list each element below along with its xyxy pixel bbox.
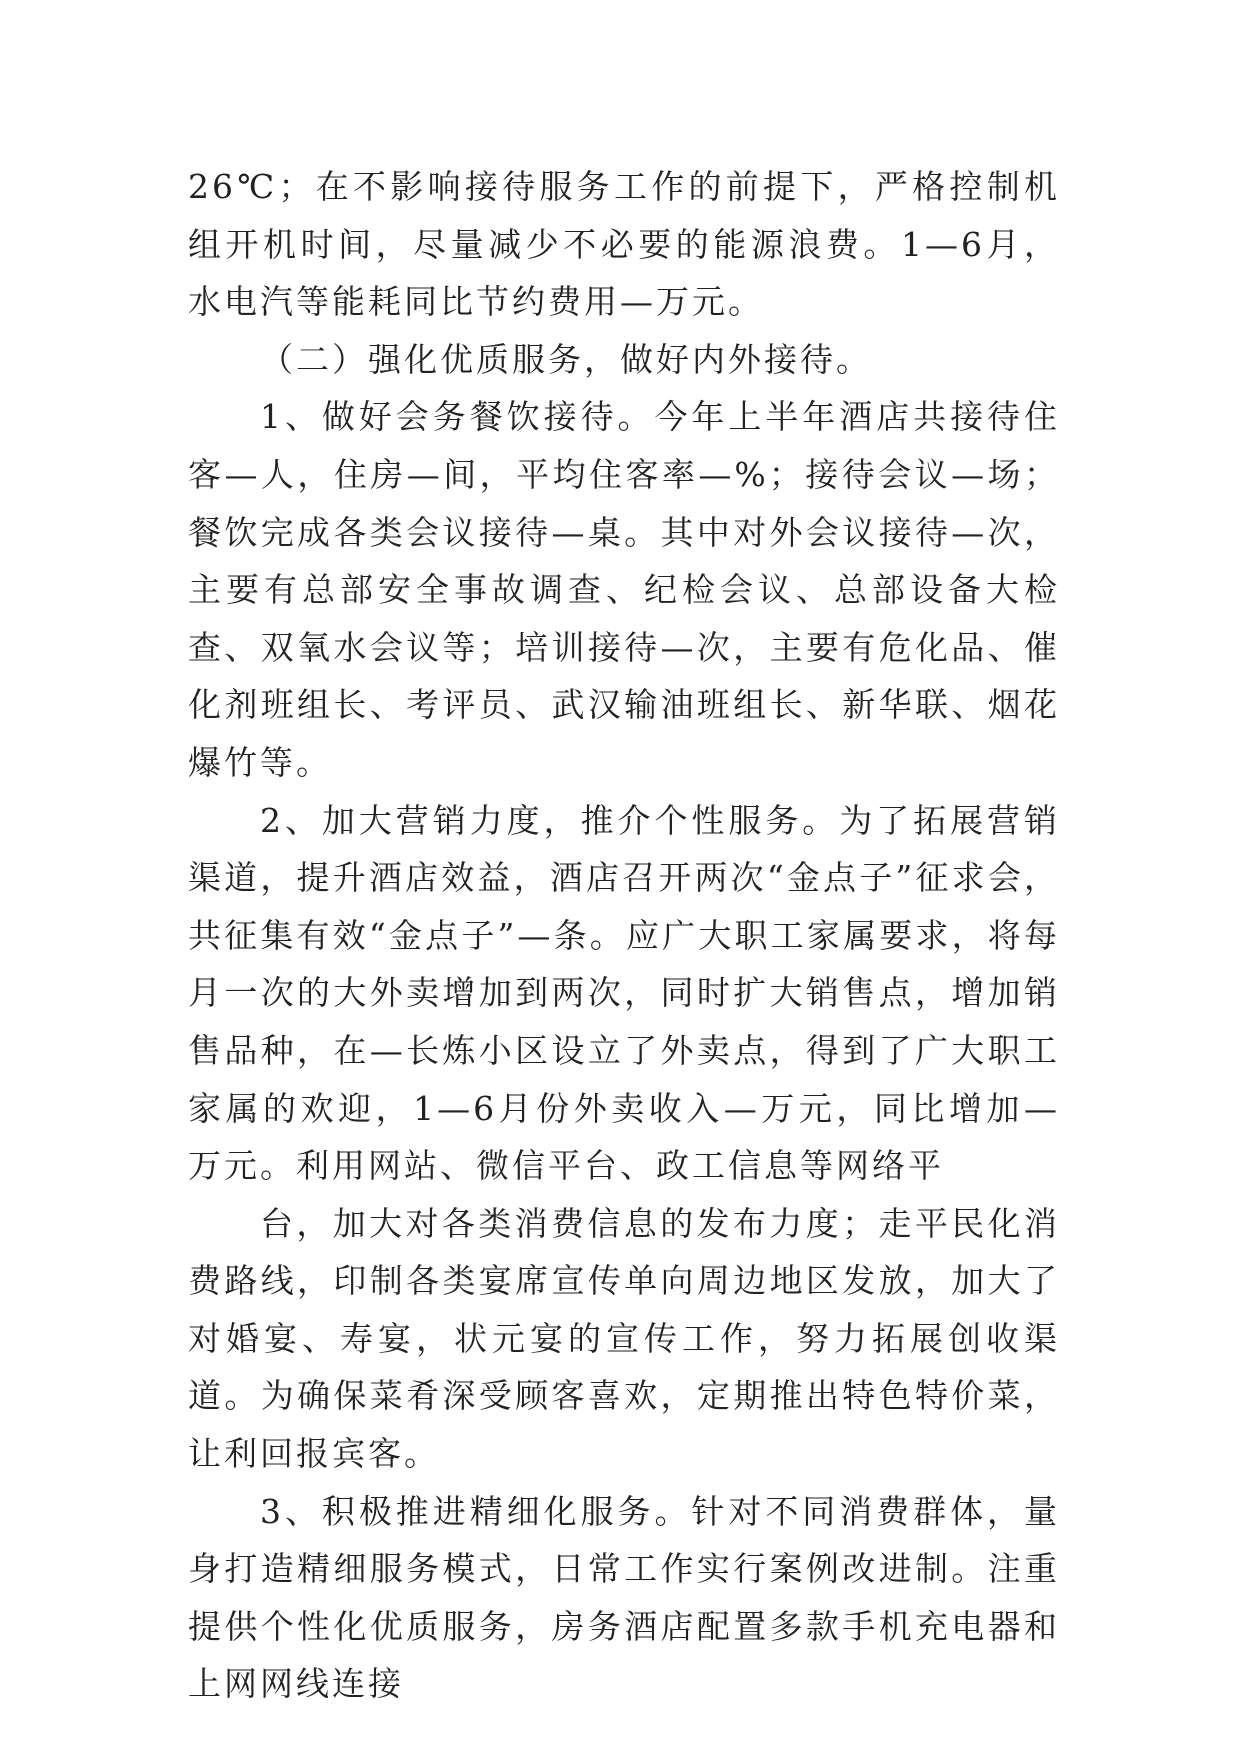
- paragraph-energy-saving: 26℃；在不影响接待服务工作的前提下，严格控制机组开机时间，尽量减少不必要的能源浪费。1—6月，水电汽等能耗同比节约费用—万元。: [188, 167, 1060, 322]
- paragraph-refined-service: 3、积极推进精细化服务。针对不同消费群体，量身打造精细服务模式，日常工作实行案例改进制。注重提供个性化优质服务，房务酒店配置多款手机充电器和上网网线连接: [188, 1491, 1060, 1704]
- paragraph-marketing-continued: 台，加大对各类消费信息的发布力度；走平民化消费路线，印制各类宴席宣传单向周边地区发放，加大了对婚宴、寿宴，状元宴的宣传工作，努力拓展创收渠道。为确保菜肴深受顾客喜欢，定期推出特色特价菜，让利回报宾客。: [188, 1203, 1060, 1474]
- paragraph-conference-dining: 1、做好会务餐饮接待。今年上半年酒店共接待住客—人，住房—间，平均住客率—%；接待会议—场；餐饮完成各类会议接待—桌。其中对外会议接待—次，主要有总部安全事故调查、纪检会议、总部设备大检查、双氧水会议等；培训接待—次，主要有危化品、催化剂班组长、考评员、武汉输油班组长、新华联、烟花爆竹等。: [188, 397, 1060, 782]
- document-body: [188, 158, 1060, 1713]
- paragraph-marketing: 2、加大营销力度，推介个性服务。为了拓展营销渠道，提升酒店效益，酒店召开两次“金点子”征求会，共征集有效“金点子”—条。应广大职工家属要求，将每月一次的大外卖增加到两次，同时扩大销售点，增加销售品种，在—长炼小区设立了外卖点，得到了广大职工家属的欢迎，1—6月份外卖收入—万元，同比增加—万元。利用网站、微信平台、政工信息等网络平: [188, 800, 1060, 1186]
- section-heading-quality-service: （二）强化优质服务，做好内外接待。: [260, 339, 872, 379]
